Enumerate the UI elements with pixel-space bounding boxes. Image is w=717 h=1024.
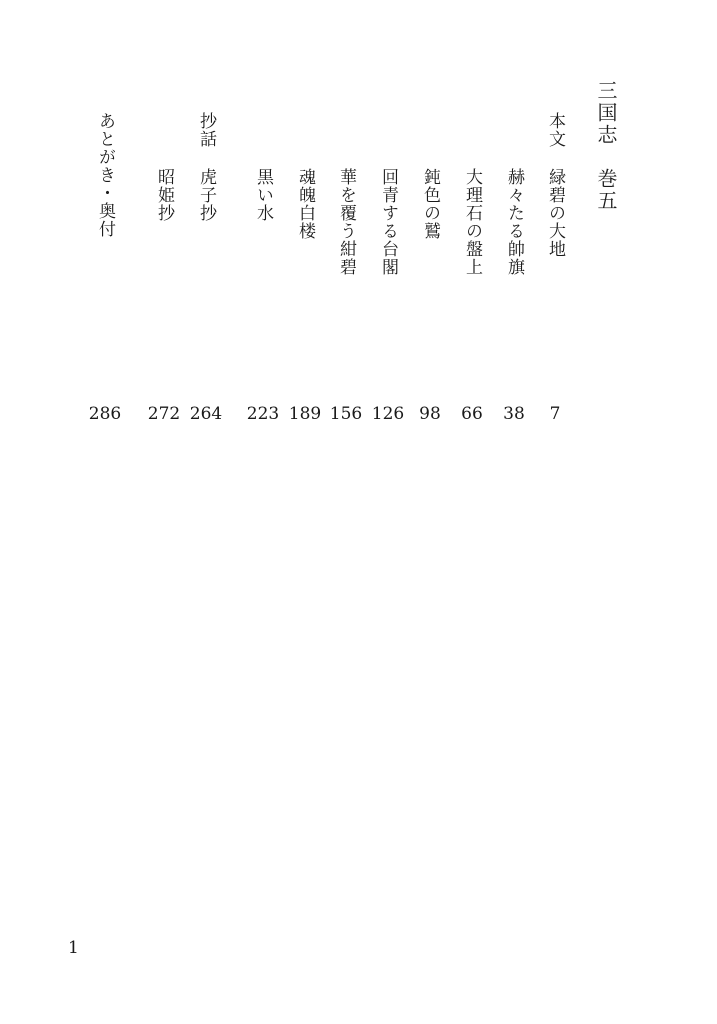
toc-entry-title[interactable]: 虎子抄 [196,168,216,222]
toc-entry-page: 189 [288,404,322,424]
toc-entry-page: 98 [419,404,441,424]
toc-entry-page: 66 [461,404,483,424]
toc-entry-page: 272 [147,404,181,424]
toc-entry-title[interactable]: 魂魄白楼 [295,168,315,240]
book-title: 三国志 巻五 [594,80,618,212]
section-label-main: 本文 [545,112,565,148]
toc-entry-page: 156 [329,404,363,424]
toc-entry-title[interactable]: 赫々たる帥旗 [504,168,524,276]
toc-entry-page: 38 [503,404,525,424]
toc-entry-page: 223 [246,404,280,424]
toc-entry-page: 286 [88,404,122,424]
toc-entry-title[interactable]: 鈍色の鷲 [420,168,440,240]
toc-entry-title[interactable]: 緑碧の大地 [545,168,565,258]
toc-entry-page: 264 [189,404,223,424]
toc-entry-title[interactable]: 黒い水 [253,168,273,222]
toc-entry-page: 126 [371,404,405,424]
toc-entry-title[interactable]: 昭姫抄 [154,168,174,222]
toc-entry-title[interactable]: 華を覆う紺碧 [336,168,356,276]
section-label-excerpts: 抄話 [196,112,216,148]
page-number: 1 [68,938,79,958]
toc-entry-title[interactable]: あとがき・奥付 [95,112,115,238]
toc-entry-page: 7 [549,404,561,424]
toc-entry-title[interactable]: 回青する台閣 [378,168,398,276]
toc-entry-title[interactable]: 大理石の盤上 [462,168,482,276]
